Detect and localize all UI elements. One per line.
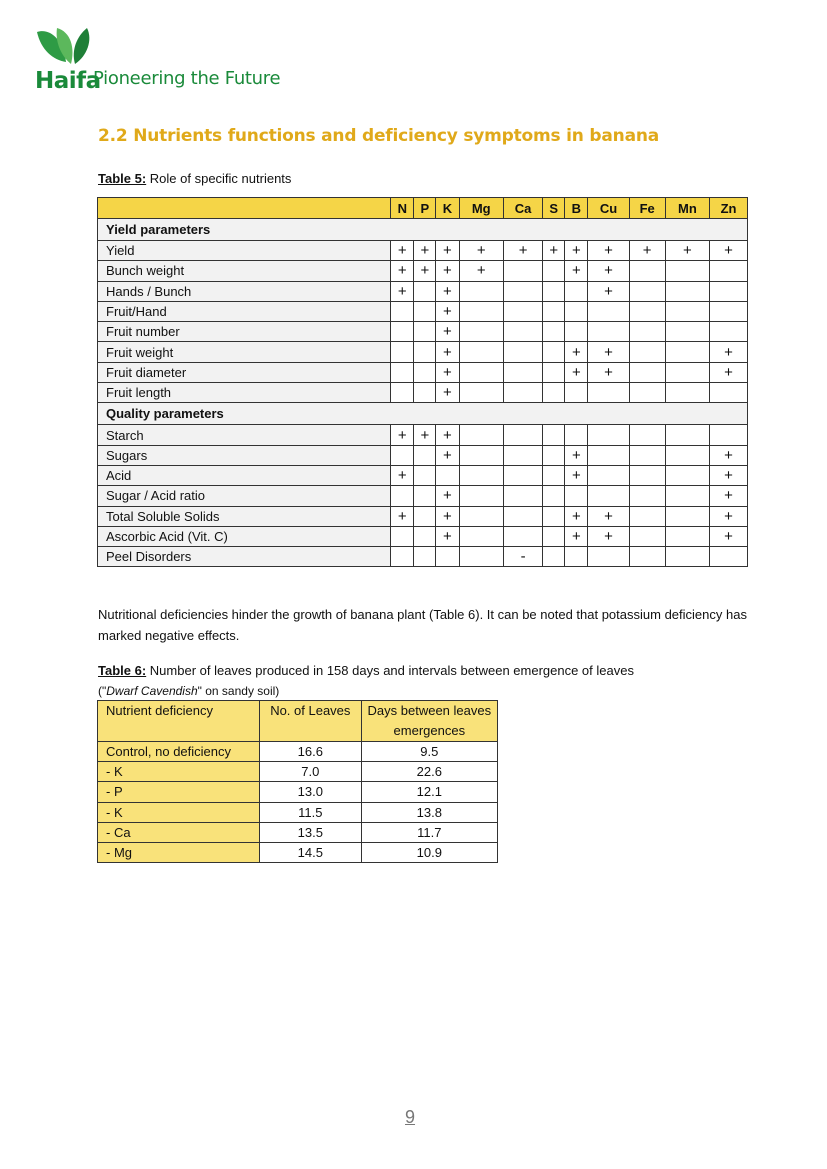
table-cell xyxy=(665,445,709,465)
table-cell: + xyxy=(710,506,748,526)
table-cell xyxy=(565,425,588,445)
row-label: Fruit number xyxy=(98,322,391,342)
table-cell xyxy=(503,486,542,506)
table-cell: + xyxy=(414,241,436,261)
table-cell xyxy=(665,526,709,546)
column-header-mn: Mn xyxy=(665,198,709,219)
table-cell xyxy=(459,342,503,362)
table-cell: + xyxy=(710,526,748,546)
table-row xyxy=(98,486,748,506)
table-cell xyxy=(629,342,665,362)
table-cell: + xyxy=(565,526,588,546)
table-cell: 22.6 xyxy=(361,762,497,782)
table-cell xyxy=(710,301,748,321)
table-cell: + xyxy=(588,241,629,261)
table-cell xyxy=(588,301,629,321)
table-cell xyxy=(414,506,436,526)
leaf-emergence-table xyxy=(97,700,498,863)
table-row xyxy=(98,241,748,261)
table-cell xyxy=(414,547,436,567)
table-cell xyxy=(665,547,709,567)
table-row xyxy=(98,342,748,362)
table5-caption-text: Role of specific nutrients xyxy=(146,171,292,186)
group-header-row xyxy=(98,219,748,241)
table-cell xyxy=(391,342,414,362)
table-cell: + xyxy=(436,445,459,465)
table-cell xyxy=(414,465,436,485)
table-cell xyxy=(710,322,748,342)
table-cell: + xyxy=(436,342,459,362)
table-cell xyxy=(543,425,565,445)
table-cell xyxy=(503,526,542,546)
table-cell xyxy=(565,547,588,567)
table5-caption-label: Table 5: xyxy=(98,171,147,186)
table-cell: 11.5 xyxy=(259,802,361,822)
table-row xyxy=(98,742,498,762)
table-cell: + xyxy=(414,261,436,281)
table-cell: 13.5 xyxy=(259,822,361,842)
table-cell: + xyxy=(436,322,459,342)
table-row xyxy=(98,362,748,382)
column-header-p: P xyxy=(414,198,436,219)
table5-header-row xyxy=(98,198,748,219)
table-cell: + xyxy=(391,281,414,301)
table-cell xyxy=(459,362,503,382)
table-cell: + xyxy=(710,241,748,261)
table-cell xyxy=(459,281,503,301)
table-cell xyxy=(665,281,709,301)
row-label: Fruit/Hand xyxy=(98,301,391,321)
table6-column-header: No. of Leaves xyxy=(259,701,361,742)
table-cell xyxy=(414,342,436,362)
group-title: Yield parameters xyxy=(98,219,748,241)
table-cell xyxy=(459,486,503,506)
row-label: - Mg xyxy=(98,842,260,862)
table-cell xyxy=(459,465,503,485)
table-cell xyxy=(588,425,629,445)
table-cell xyxy=(665,383,709,403)
column-header-b: B xyxy=(565,198,588,219)
table-cell xyxy=(543,342,565,362)
table-cell xyxy=(543,445,565,465)
table5-caption xyxy=(98,171,291,186)
table-cell xyxy=(391,547,414,567)
table-cell xyxy=(629,486,665,506)
table-cell xyxy=(543,383,565,403)
row-label: - P xyxy=(98,782,260,802)
page-number: 9 xyxy=(405,1107,416,1127)
table-cell: + xyxy=(565,362,588,382)
table-cell xyxy=(543,261,565,281)
subcaption-prefix: (" xyxy=(98,684,107,698)
table5-header xyxy=(98,198,748,219)
table-cell: 13.0 xyxy=(259,782,361,802)
table-cell: + xyxy=(710,342,748,362)
table-cell xyxy=(629,425,665,445)
table-cell xyxy=(543,281,565,301)
table-row xyxy=(98,762,498,782)
table-cell xyxy=(629,547,665,567)
table-cell: + xyxy=(588,261,629,281)
table-cell xyxy=(503,506,542,526)
table-cell: + xyxy=(565,506,588,526)
table-cell: 12.1 xyxy=(361,782,497,802)
row-label: Ascorbic Acid (Vit. C) xyxy=(98,526,391,546)
group-header-row xyxy=(98,403,748,425)
column-header-cu: Cu xyxy=(588,198,629,219)
table-row xyxy=(98,322,748,342)
table-cell xyxy=(459,425,503,445)
row-label: Fruit diameter xyxy=(98,362,391,382)
table-cell: + xyxy=(436,425,459,445)
table-cell xyxy=(629,261,665,281)
table-cell: + xyxy=(391,261,414,281)
column-header-zn: Zn xyxy=(710,198,748,219)
table5-corner-cell xyxy=(98,198,391,219)
table6-body xyxy=(98,742,498,863)
table-row xyxy=(98,782,498,802)
table-cell xyxy=(665,425,709,445)
table-cell xyxy=(543,465,565,485)
table-cell xyxy=(503,465,542,485)
table-cell: 14.5 xyxy=(259,842,361,862)
table-cell: + xyxy=(436,241,459,261)
table-row xyxy=(98,506,748,526)
table-cell: + xyxy=(565,445,588,465)
table-cell: + xyxy=(710,486,748,506)
row-label: Acid xyxy=(98,465,391,485)
table-cell: + xyxy=(436,526,459,546)
row-label: Fruit length xyxy=(98,383,391,403)
table-cell: + xyxy=(503,241,542,261)
table-cell xyxy=(665,486,709,506)
table-cell: + xyxy=(391,465,414,485)
table-cell xyxy=(629,526,665,546)
table-row xyxy=(98,301,748,321)
table-cell: + xyxy=(588,281,629,301)
table6-subcaption xyxy=(98,684,279,698)
table-cell: 13.8 xyxy=(361,802,497,822)
table-cell xyxy=(565,301,588,321)
table-cell xyxy=(414,486,436,506)
nutrient-role-table xyxy=(97,197,748,567)
table-cell: + xyxy=(436,281,459,301)
row-label: - K xyxy=(98,802,260,822)
table-cell xyxy=(503,261,542,281)
row-label: Starch xyxy=(98,425,391,445)
table-cell: + xyxy=(459,261,503,281)
table-cell: + xyxy=(588,362,629,382)
table-cell xyxy=(414,526,436,546)
table-cell: - xyxy=(503,547,542,567)
table-cell xyxy=(543,547,565,567)
row-label: Fruit weight xyxy=(98,342,391,362)
table-cell xyxy=(710,261,748,281)
table-cell xyxy=(565,486,588,506)
table-cell xyxy=(503,281,542,301)
table-cell xyxy=(503,383,542,403)
table-cell xyxy=(414,362,436,382)
table-cell xyxy=(414,322,436,342)
table-cell xyxy=(588,322,629,342)
table-cell: 7.0 xyxy=(259,762,361,782)
table-row xyxy=(98,547,748,567)
column-header-ca: Ca xyxy=(503,198,542,219)
row-label: Yield xyxy=(98,241,391,261)
group-title: Quality parameters xyxy=(98,403,748,425)
table-cell xyxy=(503,322,542,342)
table-cell: + xyxy=(459,241,503,261)
table-row xyxy=(98,425,748,445)
table6-column-header: Nutrient deficiency xyxy=(98,701,260,742)
row-label: Sugar / Acid ratio xyxy=(98,486,391,506)
table-cell xyxy=(665,465,709,485)
leaves-logo-icon xyxy=(35,26,115,68)
table-cell xyxy=(414,445,436,465)
table-cell xyxy=(629,281,665,301)
table-cell xyxy=(459,445,503,465)
row-label: Control, no deficiency xyxy=(98,742,260,762)
table-cell xyxy=(414,301,436,321)
table-cell xyxy=(391,383,414,403)
table-cell xyxy=(710,547,748,567)
table-row xyxy=(98,842,498,862)
table-row xyxy=(98,383,748,403)
table-row xyxy=(98,261,748,281)
row-label: Sugars xyxy=(98,445,391,465)
table-cell: + xyxy=(629,241,665,261)
table6-caption xyxy=(98,663,634,678)
row-label: - K xyxy=(98,762,260,782)
table-cell xyxy=(459,526,503,546)
haifa-logo xyxy=(35,26,285,96)
table-cell xyxy=(710,281,748,301)
table-cell xyxy=(459,322,503,342)
table-cell: + xyxy=(436,506,459,526)
table-cell xyxy=(629,506,665,526)
table-cell xyxy=(665,362,709,382)
row-label: Hands / Bunch xyxy=(98,281,391,301)
table-cell xyxy=(710,425,748,445)
table-cell: + xyxy=(565,342,588,362)
table-cell xyxy=(391,486,414,506)
table-cell xyxy=(588,445,629,465)
table-cell: + xyxy=(710,445,748,465)
table-cell: + xyxy=(543,241,565,261)
body-paragraph: Nutritional deficiencies hinder the growth of banana plant (Table 6). It can be noted that potassium deficiency has marked negative effects. xyxy=(98,607,747,643)
column-header-mg: Mg xyxy=(459,198,503,219)
table-cell xyxy=(629,301,665,321)
table-cell xyxy=(543,301,565,321)
table-cell: + xyxy=(436,301,459,321)
table-cell xyxy=(629,465,665,485)
table-cell xyxy=(565,281,588,301)
table-cell xyxy=(503,301,542,321)
table-cell xyxy=(588,547,629,567)
table-cell xyxy=(459,301,503,321)
table-cell xyxy=(459,506,503,526)
subcaption-suffix: " on sandy soil) xyxy=(197,684,280,698)
row-label: Bunch weight xyxy=(98,261,391,281)
table-cell xyxy=(565,322,588,342)
table-cell: + xyxy=(391,425,414,445)
table6-header xyxy=(98,701,498,742)
table-cell xyxy=(503,425,542,445)
table-cell xyxy=(629,322,665,342)
table-row xyxy=(98,281,748,301)
table-row xyxy=(98,802,498,822)
table-cell xyxy=(414,383,436,403)
table-row xyxy=(98,445,748,465)
table-cell: + xyxy=(391,241,414,261)
table-cell: + xyxy=(436,261,459,281)
table-cell xyxy=(391,301,414,321)
column-header-fe: Fe xyxy=(629,198,665,219)
table-cell xyxy=(665,301,709,321)
table-cell: + xyxy=(710,465,748,485)
table-row xyxy=(98,526,748,546)
table-cell xyxy=(588,486,629,506)
table-cell: + xyxy=(588,342,629,362)
table-cell: + xyxy=(588,526,629,546)
table-cell: + xyxy=(565,261,588,281)
table-cell xyxy=(588,465,629,485)
table-cell xyxy=(543,322,565,342)
table-cell xyxy=(436,547,459,567)
table-cell xyxy=(459,383,503,403)
table-cell: + xyxy=(665,241,709,261)
table6-column-header: Days between leaves emergences xyxy=(361,701,497,742)
table-cell xyxy=(543,506,565,526)
table-cell xyxy=(665,342,709,362)
table-cell xyxy=(543,362,565,382)
table-cell xyxy=(414,281,436,301)
table-cell: + xyxy=(436,486,459,506)
brand-name: Haifa xyxy=(35,68,101,94)
table-cell xyxy=(665,322,709,342)
table-cell: + xyxy=(710,362,748,382)
table-row xyxy=(98,822,498,842)
table-cell xyxy=(629,445,665,465)
column-header-n: N xyxy=(391,198,414,219)
table-cell: + xyxy=(588,506,629,526)
table-cell: + xyxy=(436,383,459,403)
tagline: Pioneering the Future xyxy=(93,68,281,89)
table-cell xyxy=(665,261,709,281)
table-cell xyxy=(391,362,414,382)
table-cell xyxy=(629,383,665,403)
column-header-s: S xyxy=(543,198,565,219)
table-cell xyxy=(565,383,588,403)
table-cell xyxy=(588,383,629,403)
row-label: - Ca xyxy=(98,822,260,842)
table-cell: 10.9 xyxy=(361,842,497,862)
table6-header-row xyxy=(98,701,498,742)
table-cell xyxy=(436,465,459,485)
table-cell: + xyxy=(414,425,436,445)
table-cell xyxy=(629,362,665,382)
row-label: Total Soluble Solids xyxy=(98,506,391,526)
table-cell: + xyxy=(565,241,588,261)
table-cell xyxy=(503,362,542,382)
table-cell xyxy=(503,342,542,362)
table-cell xyxy=(391,322,414,342)
table-cell xyxy=(665,506,709,526)
table-cell: + xyxy=(391,506,414,526)
table-cell xyxy=(391,526,414,546)
table-cell xyxy=(391,445,414,465)
table-cell xyxy=(710,383,748,403)
table6-caption-text: Number of leaves produced in 158 days and intervals between emergence of leaves xyxy=(146,663,634,678)
table-cell xyxy=(503,445,542,465)
table-cell xyxy=(459,547,503,567)
table-cell: 11.7 xyxy=(361,822,497,842)
table-cell: 9.5 xyxy=(361,742,497,762)
table-cell xyxy=(543,526,565,546)
row-label: Peel Disorders xyxy=(98,547,391,567)
table6-caption-label: Table 6: xyxy=(98,663,147,678)
table-cell: + xyxy=(565,465,588,485)
column-header-k: K xyxy=(436,198,459,219)
table5-body xyxy=(98,219,748,567)
table-row xyxy=(98,465,748,485)
table-cell: 16.6 xyxy=(259,742,361,762)
table-cell xyxy=(543,486,565,506)
section-title: 2.2 Nutrients functions and deficiency symptoms in banana xyxy=(98,126,660,146)
table-cell: + xyxy=(436,362,459,382)
subcaption-variety: Dwarf Cavendish xyxy=(106,684,198,698)
